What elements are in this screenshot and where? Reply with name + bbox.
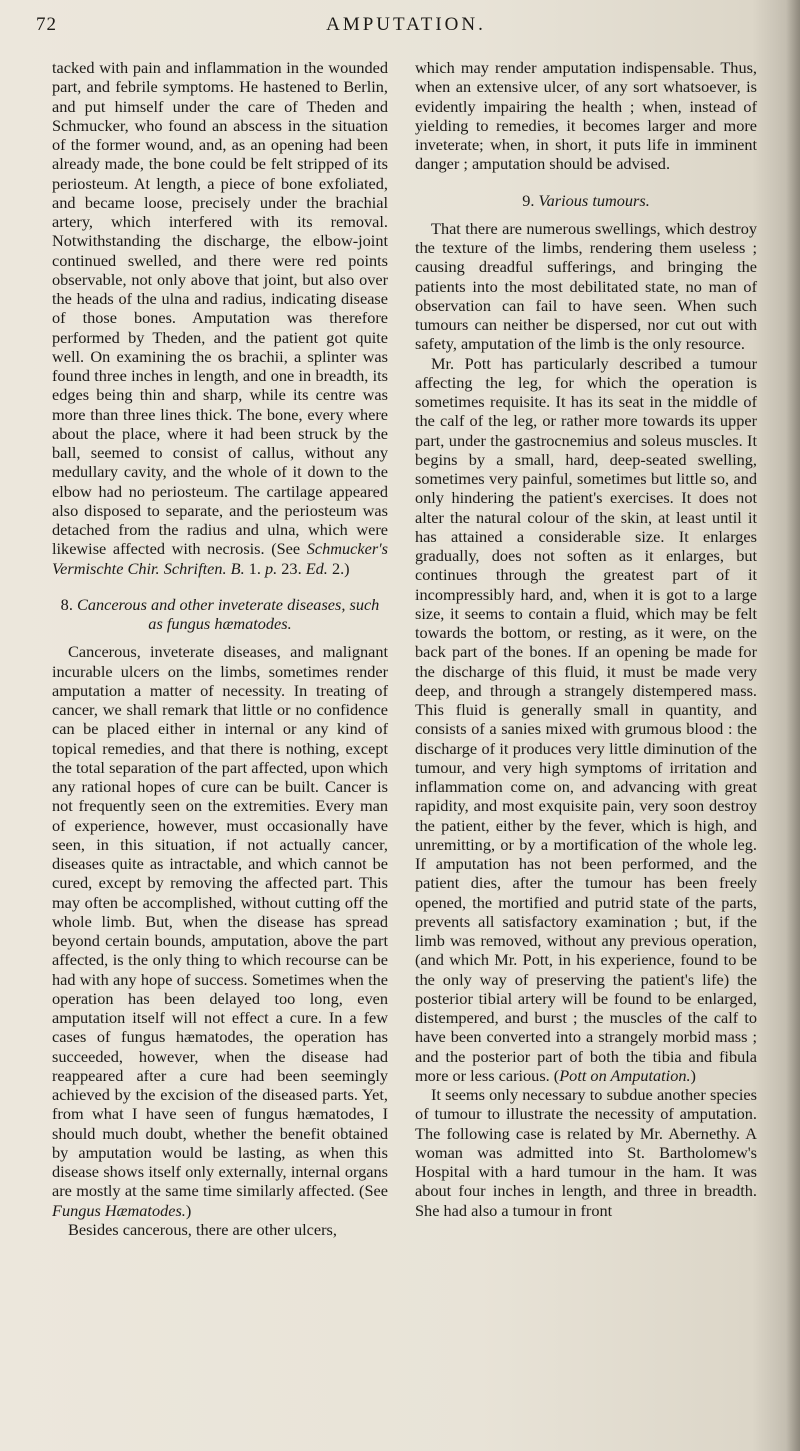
citation: Pott on Amputation. — [559, 1065, 691, 1085]
page-number: 72 — [36, 14, 57, 35]
section-heading-8: 8. Cancerous and other inveterate diseases, such as fungus hæmatodes. — [60, 594, 380, 633]
running-title: AMPUTATION. — [326, 14, 486, 35]
citation: Schmucker's Vermischte Chir. Schriften. B. — [52, 539, 388, 578]
right-column — [415, 58, 757, 1220]
paragraph-pott: Mr. Pott has particularly described a tumour affecting the leg, for which the operation is sometimes requisite. It has its seat in the middle of the calf of the leg, or rather more towards its upper part, under the gastrocnemius and soleus muscles. It begins by a small, hard, deep-seated swelling, sometimes very painful, sometimes but little so, and only hindering the patient's exercises. It does not alter the natural colour of the skin, at least until it has attained a considerable size. It enlarges gradually, does not soften as it enlarges, but continues through the greatest part of it incompressibly hard, and, when it is got to a large size, it seems to contain a fluid, which may be felt towards the bottom, or resting, as it were, on the back part of the bones. If an opening be made for the discharge of this fluid, it must be made very deep, and through a strangely distempered mass. This fluid is generally small in quantity, and consists of a sanies mixed with grumous blood : the discharge of it produces very little diminution of the tumour, and very high symptoms of irritation and inflammation come on, and advancing with great rapidity, and most exquisite pain, very soon destroy the patient, either by the fever, which is high, and unremitting, or by a mortification of the whole leg. If amputation has not been performed, and the patient dies, after the tumour has been freely opened, the mortified and putrid state of the parts, prevents all satisfactory examination ; but, if the limb was removed, without any previous operation, (and which Mr. Pott, in his experience, found to be the only way of preserving the patient's life) the posterior tibial artery will be found to be enlarged, distempered, and burst ; the muscles of the calf to have been converted into a strangely morbid mass ; and the posterior part of both the tibia and fibula more or less carious. (Pott on Amputation.) — [415, 353, 757, 1085]
paragraph-continued: tacked with pain and inflammation in the wounded part, and febrile symptoms. He hastened to Berlin, and put himself under the care of Theden and Schmucker, who found an abscess in the situation of the former wound, and, as an opening had been already made, the bone could be felt stripped of its periosteum. At length, a piece of bone exfoliated, and became loose, precisely under the brachial artery, which interfered with its removal. Notwithstanding the discharge, the elbow-joint continued swelled, and there were red points observable, not only above that joint, but also over the heads of the ulna and radius, indicating disease of those bones. Amputation was therefore performed by Theden, and the patient got quite well. On examining the os brachii, a splinter was found three inches in length, and one in breadth, its edges being thin and sharp, while its centre was more than three lines thick. The bone, every where about the place, where it had been struck by the ball, seemed to consist of callus, without any medullary cavity, and the whole of it down to the elbow had no periosteum. The cartilage appeared also disposed to separate, and the periosteum was detached from the radius and ulna, which were likewise affected with necrosis. (See Schmucker's Vermischte Chir. Schriften. B. 1. p. 23. Ed. 2.) — [52, 58, 388, 578]
paragraph-besides: Besides cancerous, there are other ulcers, — [68, 1219, 337, 1239]
citation: Fungus Hæmatodes. — [52, 1200, 186, 1220]
paragraph-abernethy: It seems only necessary to subdue another species of tumour to illustrate the necessity of amputation. The following case is related by Mr. Abernethy. A woman was admitted into St. Bartholomew's Hospital with a hard tumour in the ham. It was about four inches in length, and three in breadth. She had also a tumour in front — [415, 1085, 757, 1220]
paragraph-cancerous: Cancerous, inveterate diseases, and malignant incurable ulcers on the limbs, sometimes render amputation a matter of necessity. In treating of cancer, we shall remark that little or no confidence can be placed either in internal or any kind of topical remedies, and that there is nothing, except the total separation of the part affected, upon which any rational hopes of cure can be built. Cancer is not frequently seen on the extremities. Every man of experience, however, must occasionally have seen, in this situation, if not actually cancer, diseases quite as intractable, and which cannot be cured, except by removing the affected part. This may often be accomplished, without cutting off the whole limb. But, when the disease has spread beyond certain bounds, amputation, above the part affected, is the only thing to which recourse can be had with any hope of success. Sometimes when the operation has been delayed too long, even amputation itself will not effect a cure. In a few cases of fungus hæmatodes, the operation has succeeded, however, when the disease had reappeared after a cure had been seemingly achieved by the excision of the diseased parts. Yet, from what I have seen of fungus hæmatodes, I should much doubt, whether the benefit obtained by amputation would be lasting, as when this disease shows itself only externally, internal organs are mostly at the same time similarly affected. (See Fungus Hæmatodes.) — [52, 642, 388, 1220]
paragraph-continued-right: which may render amputation indispensable. Thus, when an extensive ulcer, of any sort whatsoever, is evidently impairing the health ; when, instead of yielding to remedies, it becomes larger and more inveterate; when, in short, it puts life in imminent danger ; amputation should be advised. — [415, 58, 757, 174]
page-edge-shadow — [786, 0, 800, 1451]
page-header — [36, 14, 776, 54]
left-column — [52, 58, 388, 1239]
paragraph-swellings: That there are numerous swellings, which destroy the texture of the limbs, rendering them useless ; causing dreadful sufferings, and bringing the patients into the most debilitated state, no man of observation can fail to have seen. When such tumours can neither be dispersed, nor cut out with safety, amputation of the limb is the only resource. — [415, 218, 757, 354]
section-heading-9: 9. Various tumours. — [522, 190, 650, 210]
